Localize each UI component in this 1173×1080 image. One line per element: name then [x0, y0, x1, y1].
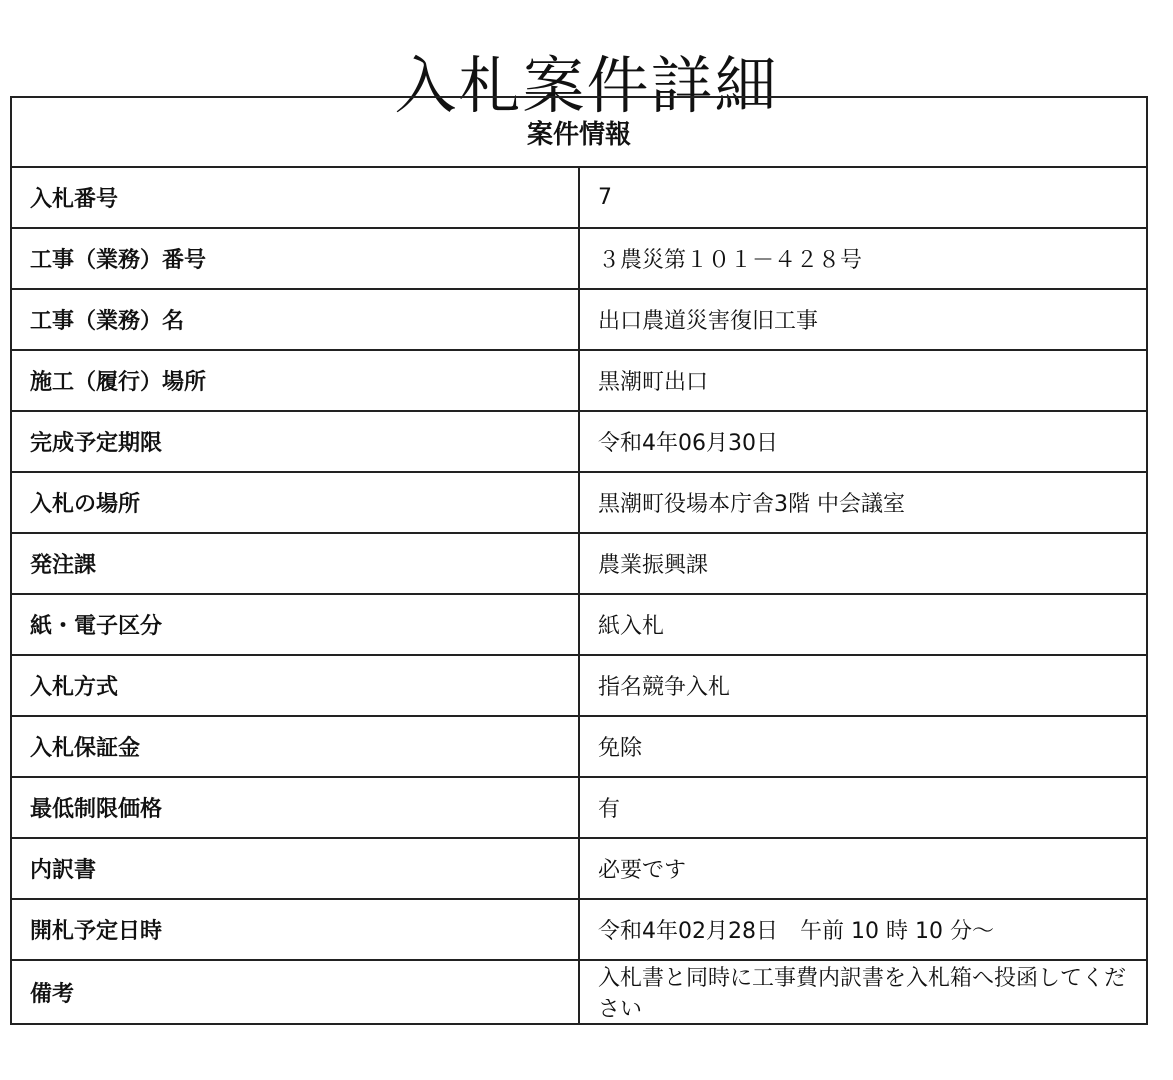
field-value: 必要です: [579, 838, 1147, 899]
field-value: 黒潮町役場本庁舎3階 中会議室: [579, 472, 1147, 533]
field-label: 開札予定日時: [11, 899, 579, 960]
field-value: 令和4年02月28日 午前 10 時 10 分～: [579, 899, 1147, 960]
field-value: ３農災第１０１－４２８号: [579, 228, 1147, 289]
field-label: 発注課: [11, 533, 579, 594]
table-row: [11, 228, 1147, 289]
field-label: 入札の場所: [11, 472, 579, 533]
field-label: 工事（業務）番号: [11, 228, 579, 289]
tender-detail-table: [10, 96, 1148, 1025]
field-value: 免除: [579, 716, 1147, 777]
field-label: 入札方式: [11, 655, 579, 716]
field-label: 内訳書: [11, 838, 579, 899]
page-title: 入札案件詳細: [394, 48, 779, 122]
section-header-row: [11, 97, 1147, 167]
table-row: [11, 838, 1147, 899]
field-value: 出口農道災害復旧工事: [579, 289, 1147, 350]
table-row: [11, 533, 1147, 594]
table-row: [11, 289, 1147, 350]
field-value: 7: [579, 167, 1147, 228]
field-label: 施工（履行）場所: [11, 350, 579, 411]
table-row: [11, 655, 1147, 716]
section-header: 案件情報: [11, 97, 1147, 167]
field-label: 完成予定期限: [11, 411, 579, 472]
field-label: 最低制限価格: [11, 777, 579, 838]
field-label: 入札番号: [11, 167, 579, 228]
table-row: [11, 167, 1147, 228]
field-label: 紙・電子区分: [11, 594, 579, 655]
table-row: [11, 960, 1147, 1024]
table-row: [11, 777, 1147, 838]
table-row: [11, 716, 1147, 777]
table-row: [11, 472, 1147, 533]
field-value: 指名競争入札: [579, 655, 1147, 716]
field-value: 有: [579, 777, 1147, 838]
field-label: 備考: [11, 960, 579, 1024]
field-value: 黒潮町出口: [579, 350, 1147, 411]
field-value: 入札書と同時に工事費内訳書を入札箱へ投函してください: [579, 960, 1147, 1024]
field-label: 工事（業務）名: [11, 289, 579, 350]
table-row: [11, 350, 1147, 411]
field-value: 紙入札: [579, 594, 1147, 655]
field-label: 入札保証金: [11, 716, 579, 777]
table-row: [11, 899, 1147, 960]
table-row: [11, 411, 1147, 472]
field-value: 農業振興課: [579, 533, 1147, 594]
table-row: [11, 594, 1147, 655]
field-value: 令和4年06月30日: [579, 411, 1147, 472]
